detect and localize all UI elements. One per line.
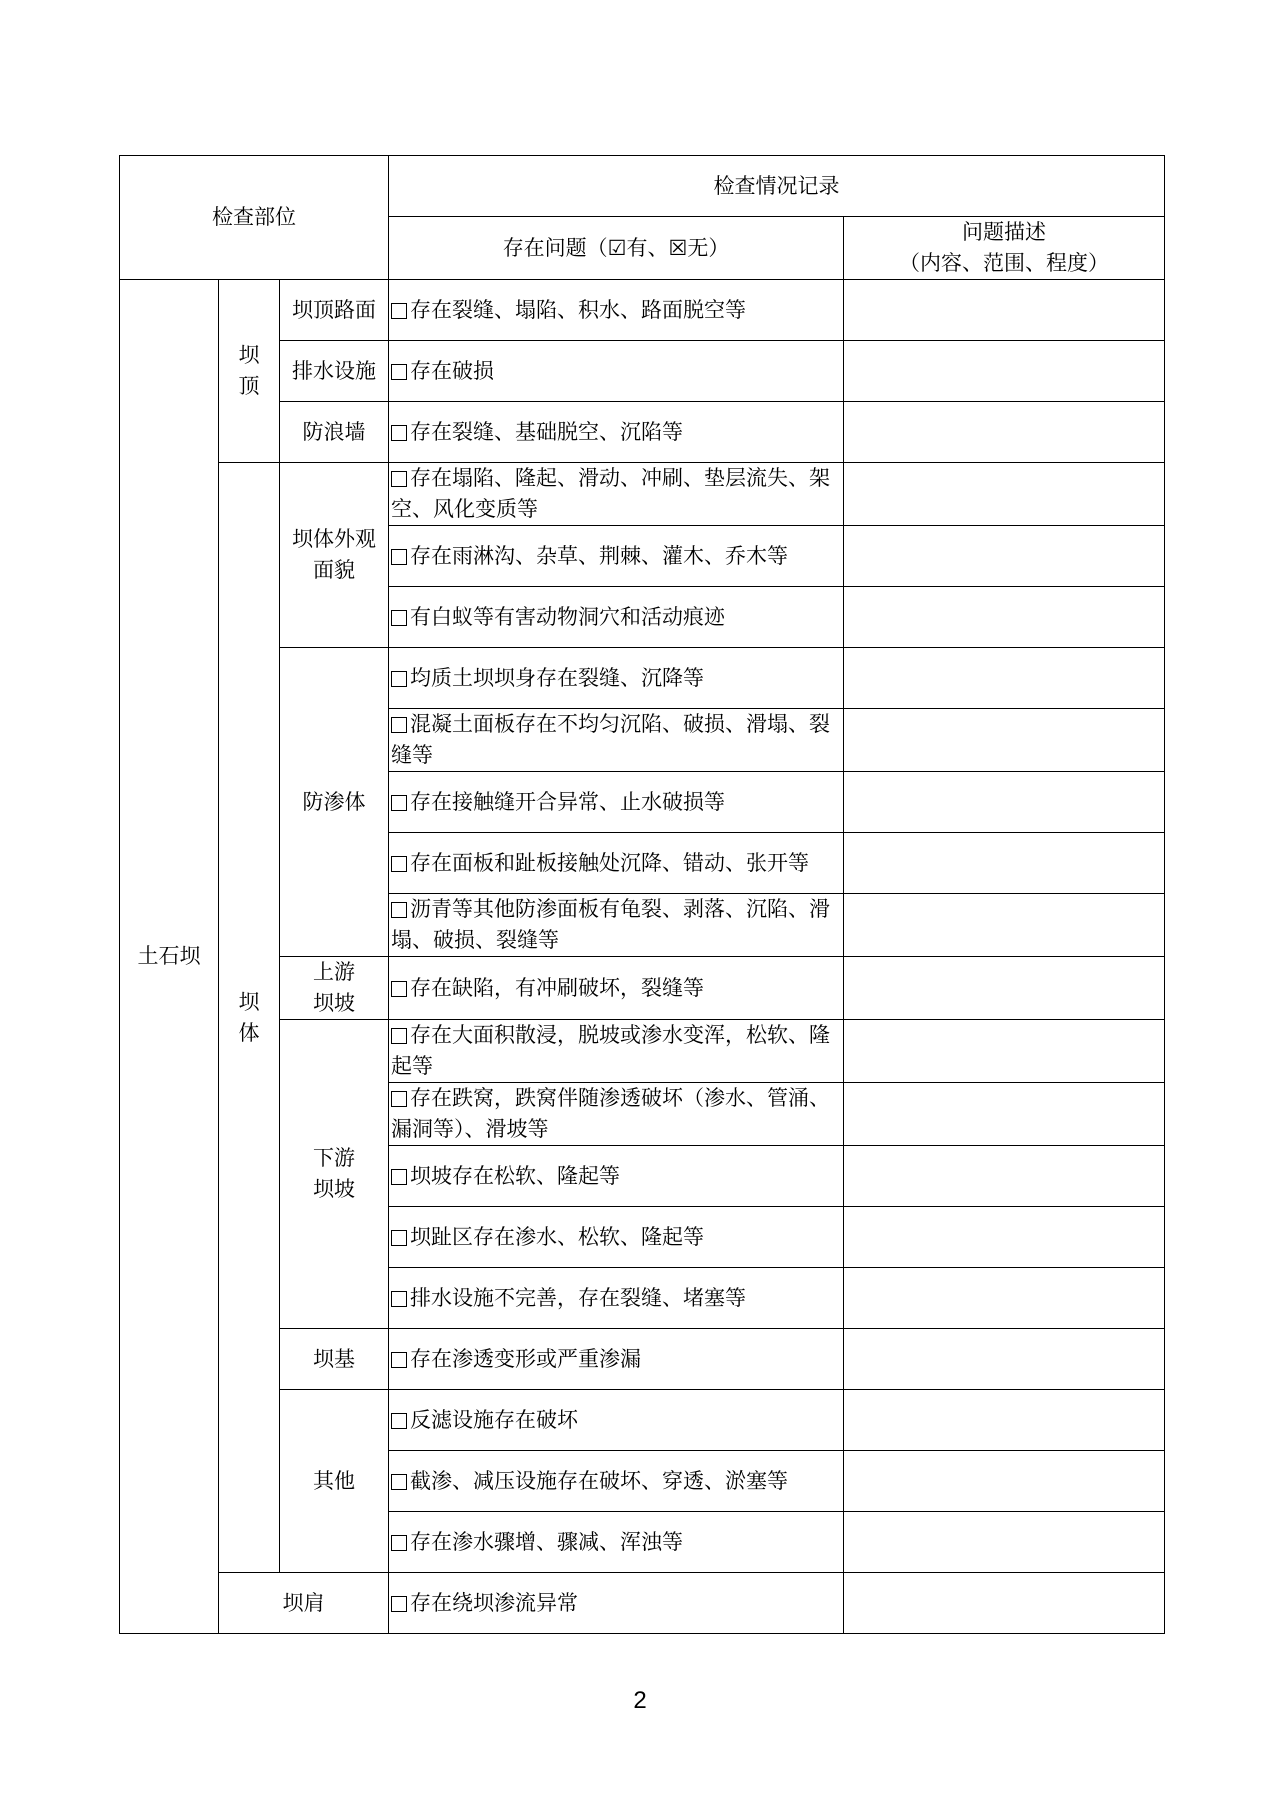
check-item[interactable]: 坝趾区存在渗水、松软、隆起等: [389, 1207, 844, 1268]
check-item[interactable]: 均质土坝坝身存在裂缝、沉降等: [389, 648, 844, 709]
checkbox[interactable]: [391, 303, 407, 319]
check-item[interactable]: 混凝土面板存在不均匀沉陷、破损、滑塌、裂缝等: [389, 709, 844, 772]
part-name: 坝肩: [219, 1573, 389, 1634]
checkbox[interactable]: [391, 1230, 407, 1246]
check-item[interactable]: 排水设施不完善，存在裂缝、堵塞等: [389, 1268, 844, 1329]
check-item[interactable]: 存在雨淋沟、杂草、荆棘、灌木、乔木等: [389, 526, 844, 587]
description-cell[interactable]: [844, 341, 1165, 402]
description-cell[interactable]: [844, 1083, 1165, 1146]
description-cell[interactable]: [844, 1146, 1165, 1207]
description-cell[interactable]: [844, 1512, 1165, 1573]
description-cell[interactable]: [844, 772, 1165, 833]
checkbox[interactable]: [391, 610, 407, 626]
description-cell[interactable]: [844, 1207, 1165, 1268]
checkbox[interactable]: [391, 1596, 407, 1612]
check-item[interactable]: 坝坡存在松软、隆起等: [389, 1146, 844, 1207]
check-item[interactable]: 存在面板和趾板接触处沉降、错动、张开等: [389, 833, 844, 894]
description-cell[interactable]: [844, 709, 1165, 772]
check-item[interactable]: 有白蚁等有害动物洞穴和活动痕迹: [389, 587, 844, 648]
dam-type-label: 土石坝: [120, 280, 219, 1634]
checkbox[interactable]: [391, 364, 407, 380]
checkbox[interactable]: [391, 1091, 407, 1107]
part-name: 防浪墙: [280, 402, 389, 463]
checkbox[interactable]: [391, 1535, 407, 1551]
crest-label: 坝 顶: [219, 280, 280, 463]
checkbox[interactable]: [391, 981, 407, 997]
check-item[interactable]: 存在破损: [389, 341, 844, 402]
description-cell[interactable]: [844, 957, 1165, 1020]
checkbox[interactable]: [391, 795, 407, 811]
description-cell[interactable]: [844, 526, 1165, 587]
header-record: 检查情况记录: [389, 156, 1165, 217]
check-item[interactable]: 存在接触缝开合异常、止水破损等: [389, 772, 844, 833]
inspection-table: [119, 155, 1165, 1634]
check-item[interactable]: 截渗、减压设施存在破坏、穿透、淤塞等: [389, 1451, 844, 1512]
check-item[interactable]: 沥青等其他防渗面板有龟裂、剥落、沉陷、滑塌、破损、裂缝等: [389, 894, 844, 957]
description-cell[interactable]: [844, 587, 1165, 648]
description-cell[interactable]: [844, 894, 1165, 957]
header-description-sub: （内容、范围、程度）: [899, 251, 1110, 275]
checkbox[interactable]: [391, 1474, 407, 1490]
check-item[interactable]: 存在大面积散浸，脱坡或渗水变浑，松软、隆起等: [389, 1020, 844, 1083]
checkbox[interactable]: [391, 425, 407, 441]
checkbox[interactable]: [391, 902, 407, 918]
checkbox[interactable]: [391, 549, 407, 565]
check-item[interactable]: 存在缺陷，有冲刷破坏，裂缝等: [389, 957, 844, 1020]
check-item[interactable]: 存在裂缝、基础脱空、沉陷等: [389, 402, 844, 463]
description-cell[interactable]: [844, 1573, 1165, 1634]
description-cell[interactable]: [844, 463, 1165, 526]
check-item[interactable]: 存在裂缝、塌陷、积水、路面脱空等: [389, 280, 844, 341]
description-cell[interactable]: [844, 402, 1165, 463]
checkbox[interactable]: [391, 671, 407, 687]
check-item[interactable]: 存在渗水骤增、骤减、浑浊等: [389, 1512, 844, 1573]
checkbox[interactable]: [391, 1413, 407, 1429]
checkbox[interactable]: [391, 471, 407, 487]
check-item[interactable]: 存在绕坝渗流异常: [389, 1573, 844, 1634]
part-name: 防渗体: [280, 648, 389, 957]
part-name: 坝顶路面: [280, 280, 389, 341]
checkbox[interactable]: [391, 1352, 407, 1368]
part-name: 排水设施: [280, 341, 389, 402]
checkbox[interactable]: [391, 1291, 407, 1307]
part-name: 下游 坝坡: [280, 1020, 389, 1329]
description-cell[interactable]: [844, 1020, 1165, 1083]
description-cell[interactable]: [844, 833, 1165, 894]
part-name: 上游 坝坡: [280, 957, 389, 1020]
page-number: 2: [633, 1687, 647, 1714]
part-name: 其他: [280, 1390, 389, 1573]
checkbox[interactable]: [391, 856, 407, 872]
description-cell[interactable]: [844, 1451, 1165, 1512]
check-item[interactable]: 存在渗透变形或严重渗漏: [389, 1329, 844, 1390]
checkbox[interactable]: [391, 717, 407, 733]
check-item[interactable]: 反滤设施存在破坏: [389, 1390, 844, 1451]
description-cell[interactable]: [844, 280, 1165, 341]
description-cell[interactable]: [844, 1268, 1165, 1329]
header-description-title: 问题描述: [962, 220, 1047, 244]
part-name: 坝体外观 面貌: [280, 463, 389, 648]
check-item[interactable]: 存在跌窝，跌窝伴随渗透破坏（渗水、管涌、漏洞等）、滑坡等: [389, 1083, 844, 1146]
description-cell[interactable]: [844, 1329, 1165, 1390]
header-description: [844, 217, 1165, 280]
description-cell[interactable]: [844, 1390, 1165, 1451]
part-name: 坝基: [280, 1329, 389, 1390]
body-label: 坝 体: [219, 463, 280, 1573]
checkbox[interactable]: [391, 1169, 407, 1185]
checkbox[interactable]: [391, 1028, 407, 1044]
description-cell[interactable]: [844, 648, 1165, 709]
header-problem: 存在问题（☑有、☒无）: [389, 217, 844, 280]
header-location: 检查部位: [120, 156, 389, 280]
check-item[interactable]: 存在塌陷、隆起、滑动、冲刷、垫层流失、架空、风化变质等: [389, 463, 844, 526]
